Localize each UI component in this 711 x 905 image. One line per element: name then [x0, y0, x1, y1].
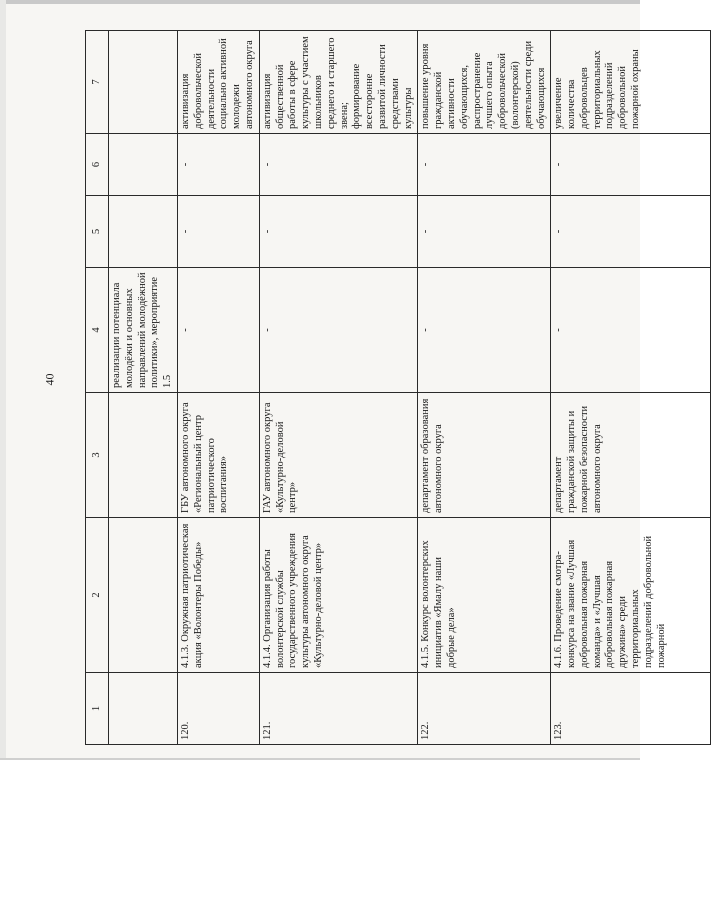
row-col-5: - [551, 196, 711, 268]
header-col-2: 2 [86, 518, 109, 673]
table-row [418, 31, 551, 745]
row-result: активизация добровольческой деятельности социально активной молодежи автономного округа [177, 31, 259, 134]
row-executor: департамент гражданской защиты и пожарной безопасности автономного округа [551, 393, 711, 518]
row-event: 4.1.5. Конкурс волонтерских инициатив «Ямалу наши добрые дела» [418, 518, 551, 673]
header-col-1: 1 [86, 673, 109, 745]
row-event: 4.1.6. Проведение смотра-конкурса на звание «Лучшая добровольная пожарная команда» и «Лучшая добровольная пожарная дружина» среди территориальных подразделений добровольной пожарной [551, 518, 711, 673]
header-col-5: 5 [86, 196, 109, 268]
row-indicator: - [551, 268, 711, 393]
row-event: 4.1.4. Организация работы волонтерской службы государственного учреждения культуры автономного округа «Культурно-деловой центр» [259, 518, 418, 673]
row-result: увеличение количества добровольцев территориальных подразделений добровольной пожарной охраны [551, 31, 711, 134]
page-number: 40 [42, 373, 57, 386]
row-indicator: - [259, 268, 418, 393]
row-number: 122. [418, 673, 551, 745]
header-col-3: 3 [86, 393, 109, 518]
program-table [85, 30, 711, 745]
row-number [109, 673, 178, 745]
program-table-wrapper [85, 31, 667, 745]
row-col-5: - [177, 196, 259, 268]
row-event [109, 518, 178, 673]
row-indicator: реализации потенциала молодёжи и основных направлений молодёжной политики», мероприятие 1.5 [109, 268, 178, 393]
row-event: 4.1.3. Окружная патриотическая акция «Волонтеры Победы» [177, 518, 259, 673]
row-executor: ГАУ автономного округа «Культурно-деловой центр» [259, 393, 418, 518]
rotated-sheet [85, 31, 667, 745]
header-col-4: 4 [86, 268, 109, 393]
row-number: 123. [551, 673, 711, 745]
row-result [109, 31, 178, 134]
row-result: активизация общественной работы в сфере культуры с участием школьников среднего и старшего звена; формирование всесторонне развитой личности средствами культуры [259, 31, 418, 134]
row-col-6: - [177, 134, 259, 196]
table-row [259, 31, 418, 745]
scan-left-edge [0, 0, 6, 760]
row-result: повышение уровня гражданской активности обучающихся, распространение лучшего опыта добровольческой (волонтерской) деятельности среди обучающихся [418, 31, 551, 134]
header-col-6: 6 [86, 134, 109, 196]
row-executor: департамент образования автономного округа [418, 393, 551, 518]
scan-bottom-edge [0, 758, 640, 760]
row-number: 120. [177, 673, 259, 745]
row-col-6 [109, 134, 178, 196]
row-col-5: - [259, 196, 418, 268]
row-col-5 [109, 196, 178, 268]
row-col-6: - [418, 134, 551, 196]
row-col-6: - [259, 134, 418, 196]
row-col-5: - [418, 196, 551, 268]
row-indicator: - [177, 268, 259, 393]
table-row [551, 31, 711, 745]
scan-top-edge [0, 0, 640, 4]
header-row [86, 31, 109, 745]
table-row [109, 31, 178, 745]
row-executor [109, 393, 178, 518]
header-col-7: 7 [86, 31, 109, 134]
row-col-6: - [551, 134, 711, 196]
row-indicator: - [418, 268, 551, 393]
row-executor: ГБУ автономного округа «Региональный центр патриотического воспитания» [177, 393, 259, 518]
row-number: 121. [259, 673, 418, 745]
table-row [177, 31, 259, 745]
